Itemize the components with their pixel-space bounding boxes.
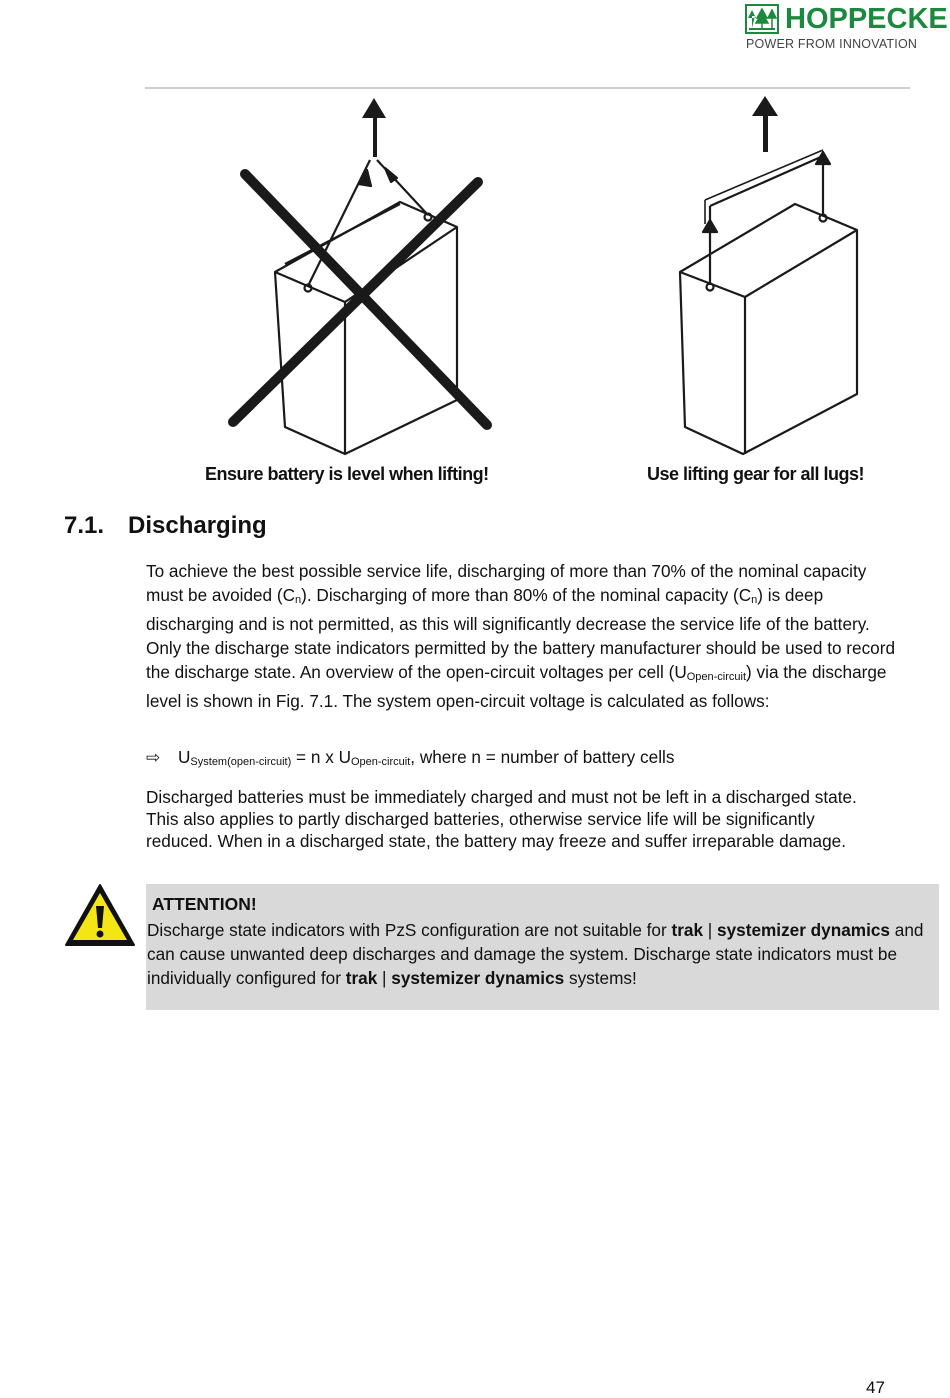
hoppecke-logo bbox=[745, 3, 948, 52]
att-text-4: | bbox=[377, 968, 392, 988]
p1-sub-3: Open-circuit bbox=[686, 671, 747, 683]
att-bold-1: trak bbox=[671, 920, 704, 940]
brand-name: HOPPECKE bbox=[785, 3, 948, 35]
lift-arrow-right-icon bbox=[752, 96, 778, 152]
brand-tagline: POWER FROM INNOVATION bbox=[746, 37, 918, 51]
section-heading bbox=[64, 512, 267, 540]
warning-triangle-icon bbox=[64, 882, 136, 948]
lifting-figure bbox=[145, 82, 910, 492]
p1-text-2: ). Discharging of more than 80% of the nominal capacity (C bbox=[301, 585, 752, 605]
paragraph-discharge-limits bbox=[146, 559, 896, 713]
att-bold-3: trak bbox=[345, 968, 378, 988]
page-number: 47 bbox=[866, 1378, 885, 1397]
battery-level-illustration bbox=[680, 150, 857, 454]
attention-text bbox=[147, 918, 937, 990]
formula-end: , where n = number of battery cells bbox=[410, 747, 675, 767]
battery-tilted-illustration bbox=[275, 160, 457, 454]
att-text-5: systems! bbox=[564, 968, 637, 988]
p1-text-3: ) is deep discharging and is not permitted, as this will significantly decrease the service life of the battery. Only the discharge state indicators permitted by the battery manufacturer should be used to record the discharge state. An overview of the open-circuit voltages per cell (U bbox=[146, 585, 896, 682]
formula-mid: = n x U bbox=[291, 747, 351, 767]
attention-title: ATTENTION! bbox=[152, 894, 257, 914]
formula-u: U bbox=[178, 747, 191, 767]
formula-sub-cell: Open-circuit bbox=[350, 756, 411, 768]
section-title: Discharging bbox=[128, 512, 267, 539]
paragraph-recharge: Discharged batteries must be immediately charged and must not be left in a discharged state. This also applies to partly discharged batteries, otherwise service life will be significantly reduced. When in a discharged state, the battery may freeze and suffer irreparable damage. bbox=[146, 787, 857, 851]
section-number: 7.1. bbox=[64, 512, 105, 539]
att-bold-4: systemizer dynamics bbox=[391, 968, 565, 988]
lift-arrow-left-icon bbox=[362, 98, 386, 157]
caption-right: Use lifting gear for all lugs! bbox=[647, 464, 865, 484]
p1-sub-1: n bbox=[295, 594, 302, 606]
caption-left: Ensure battery is level when lifting! bbox=[205, 464, 489, 484]
att-bold-2: systemizer dynamics bbox=[717, 920, 890, 940]
att-text-2: | bbox=[703, 920, 718, 940]
attention-box bbox=[146, 884, 939, 1010]
voltage-formula bbox=[146, 745, 674, 774]
p1-text-1: To achieve the best possible service life, discharging of more than 70% of the nominal capacity must be avoided (C bbox=[146, 561, 867, 605]
att-text-3: and can cause unwanted deep discharges and damage the system. Discharge state indicators must be individually configured for bbox=[147, 920, 924, 988]
cross-icon bbox=[233, 174, 487, 425]
p1-sub-2: n bbox=[751, 594, 758, 606]
logo-trees-icon bbox=[745, 4, 779, 34]
formula-sub-system: System(open-circuit) bbox=[190, 756, 292, 768]
p1-text-4: ) via the discharge level is shown in Fig. 7.1. The system open-circuit voltage is calculated as follows: bbox=[146, 662, 887, 711]
arrow-bullet-icon: ⇨ bbox=[146, 747, 161, 767]
att-text-1: Discharge state indicators with PzS configuration are not suitable for bbox=[147, 920, 672, 940]
